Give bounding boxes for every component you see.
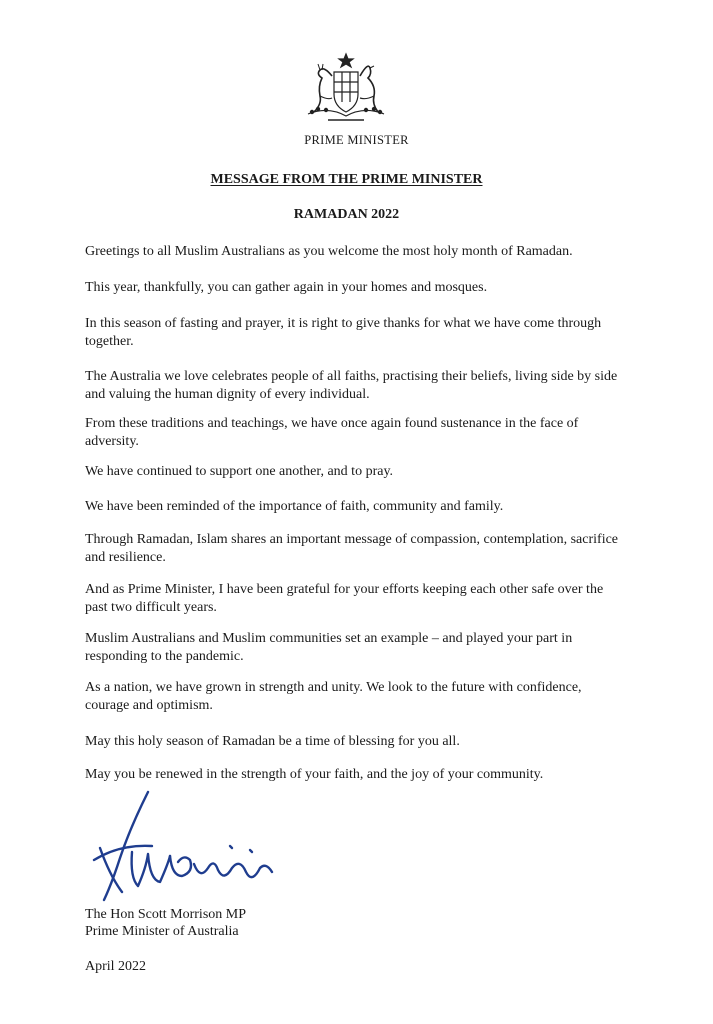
message-heading: MESSAGE FROM THE PRIME MINISTER [210,172,483,187]
paragraph-fasting: In this season of fasting and prayer, it is right to give thanks for what we have come through together. [85,316,602,349]
signatory-title: Prime Minister of Australia [85,924,239,939]
paragraph-support: We have continued to support one another, and to pray. [85,464,394,479]
paragraph-example: Muslim Australians and Muslim communities set an example – and played your part in responding to the pandemic. [85,631,573,664]
paragraph-unity: As a nation, we have grown in strength and unity. We look to the future with confidence, courage and optimism. [85,680,582,713]
letter-date: April 2022 [85,959,147,974]
message-subheading: RAMADAN 2022 [293,207,400,222]
paragraph-gather: This year, thankfully, you can gather again in your homes and mosques. [85,280,488,295]
paragraph-faiths: The Australia we love celebrates people of all faiths, practising their beliefs, living side by side and valuing the human dignity of every individual. [85,369,618,402]
paragraph-greeting: Greetings to all Muslim Australians as you welcome the most holy month of Ramadan. [85,244,573,259]
paragraph-blessing: May this holy season of Ramadan be a time of blessing for you all. [85,734,460,749]
paragraph-grateful: And as Prime Minister, I have been grateful for your efforts keeping each other safe over the past two difficult years. [85,582,604,615]
paragraph-traditions: From these traditions and teachings, we have once again found sustenance in the face of adversity. [85,416,579,449]
signature-image [90,788,280,906]
office-title: PRIME MINISTER [304,133,409,147]
signatory-name: The Hon Scott Morrison MP [85,907,246,922]
paragraph-compassion: Through Ramadan, Islam shares an important message of compassion, contemplation, sacrifice and resilience. [85,532,619,565]
paragraph-reminded: We have been reminded of the importance of faith, community and family. [85,499,504,514]
paragraph-renewed: May you be renewed in the strength of your faith, and the joy of your community. [85,767,544,782]
coat-of-arms-icon [298,52,394,126]
